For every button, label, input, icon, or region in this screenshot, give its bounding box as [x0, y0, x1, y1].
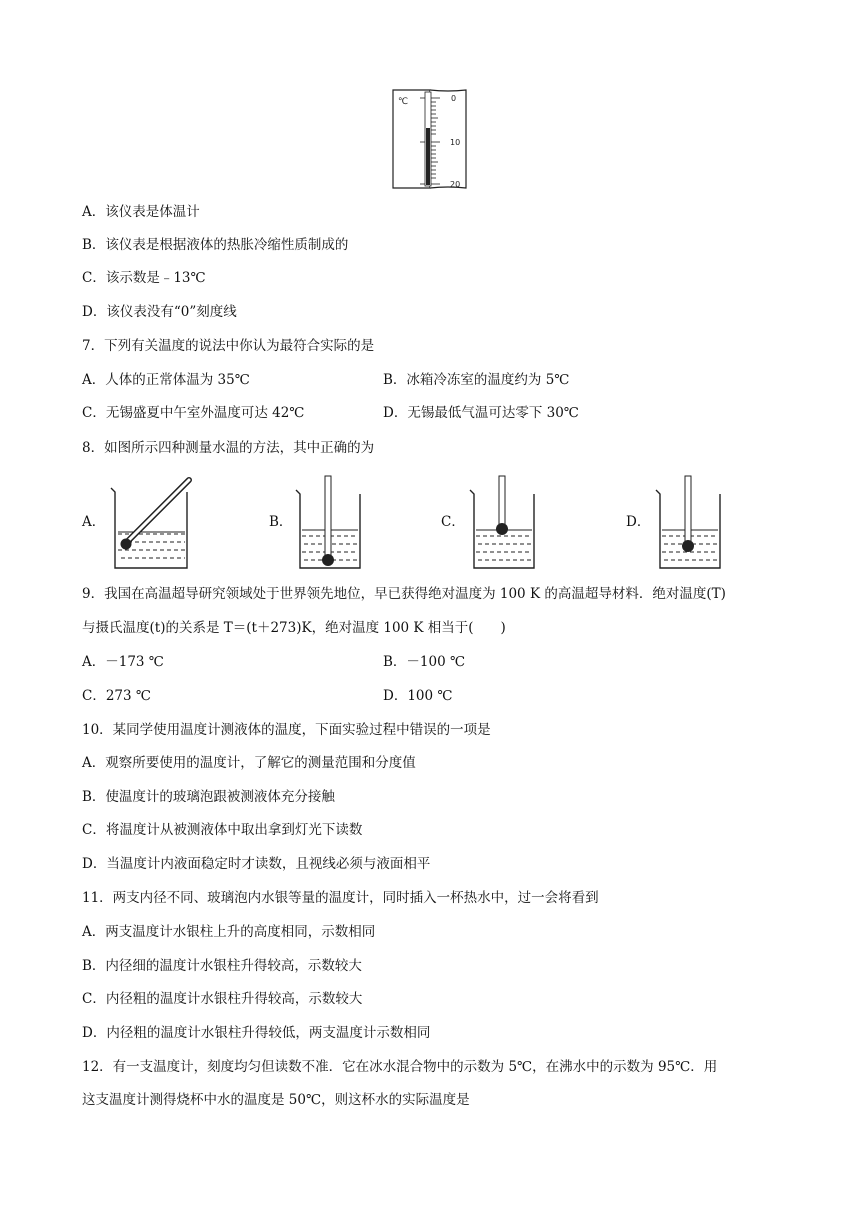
thermometer-unit-label: ℃ [398, 97, 409, 107]
q11-option-b[interactable]: B．内径细的温度计水银柱升得较高，示数较大 [82, 958, 362, 974]
q9-option-b[interactable]: B．－100 ℃ [383, 654, 466, 670]
thermometer-liquid-column [426, 128, 430, 185]
q8-beaker-figure-a[interactable] [105, 474, 197, 570]
q8-option-d-label[interactable]: D． [626, 514, 651, 530]
q8-option-c-label[interactable]: C． [441, 514, 465, 530]
q10-option-d[interactable]: D．当温度计内液面稳定时才读数，且视线必须与液面相平 [82, 856, 431, 872]
q10-option-a[interactable]: A．观察所要使用的温度计，了解它的测量范围和分度值 [82, 755, 416, 771]
q11-option-d[interactable]: D．内径粗的温度计水银柱升得较低，两支温度计示数相同 [82, 1025, 431, 1041]
q7-stem: 7．下列有关温度的说法中你认为最符合实际的是 [82, 338, 375, 354]
q7-option-d[interactable]: D．无锡最低气温可达零下 30℃ [383, 405, 579, 421]
q10-option-b[interactable]: B．使温度计的玻璃泡跟被测液体充分接触 [82, 789, 335, 805]
q7-option-a[interactable]: A．人体的正常体温为 35℃ [82, 372, 250, 388]
q9-option-d[interactable]: D．100 ℃ [383, 688, 453, 704]
q9-option-c[interactable]: C．273 ℃ [82, 688, 151, 704]
q10-option-c[interactable]: C．将温度计从被测液体中取出拿到灯光下读数 [82, 822, 363, 838]
q6-option-c[interactable]: C．该示数是﹣13℃ [82, 270, 206, 286]
q7-option-b[interactable]: B．冰箱冷冻室的温度约为 5℃ [383, 372, 570, 388]
q12-stem-line2: 这支温度计测得烧杯中水的温度是 50℃，则这杯水的实际温度是 [82, 1092, 470, 1108]
q8-option-a-label[interactable]: A． [82, 514, 106, 530]
q8-beaker-figure-b[interactable] [292, 474, 366, 570]
q11-option-c[interactable]: C．内径粗的温度计水银柱升得较高，示数较大 [82, 991, 363, 1007]
q11-stem: 11．两支内径不同、玻璃泡内水银等量的温度计，同时插入一杯热水中，过一会将看到 [82, 890, 599, 906]
q7-option-c[interactable]: C．无锡盛夏中午室外温度可达 42℃ [82, 405, 305, 421]
q6-option-b[interactable]: B．该仪表是根据液体的热胀冷缩性质制成的 [82, 237, 349, 253]
q10-stem: 10．某同学使用温度计测液体的温度，下面实验过程中错误的一项是 [82, 722, 491, 738]
q9-stem-line1: 9．我国在高温超导研究领域处于世界领先地位，早已获得绝对温度为 100 K 的高温超导材料．绝对温度(T) [82, 586, 726, 602]
q8-option-b-label[interactable]: B． [269, 514, 293, 530]
q11-option-a[interactable]: A．两支温度计水银柱上升的高度相同，示数相同 [82, 924, 376, 940]
thermometer-tick-0: 0 [451, 94, 457, 103]
q8-beaker-figure-c[interactable] [466, 474, 540, 570]
thermometer-tick-20: 20 [450, 180, 461, 189]
q6-option-d[interactable]: D．该仪表没有“0”刻度线 [82, 304, 237, 320]
q12-stem-line1: 12．有一支温度计，刻度均匀但读数不准．它在冰水混合物中的示数为 5℃，在沸水中的示数为 95℃．用 [82, 1059, 718, 1075]
thermometer-figure [390, 88, 470, 190]
q8-beaker-figure-d[interactable] [652, 474, 726, 570]
thermometer-tick-10: 10 [450, 138, 461, 147]
q8-stem: 8．如图所示四种测量水温的方法，其中正确的为 [82, 440, 375, 456]
q6-option-a[interactable]: A．该仪表是体温计 [82, 204, 200, 220]
q9-stem-line2: 与摄氏温度(t)的关系是 T＝(t＋273)K，绝对温度 100 K 相当于( ) [82, 620, 506, 636]
q9-option-a[interactable]: A．－173 ℃ [82, 654, 164, 670]
